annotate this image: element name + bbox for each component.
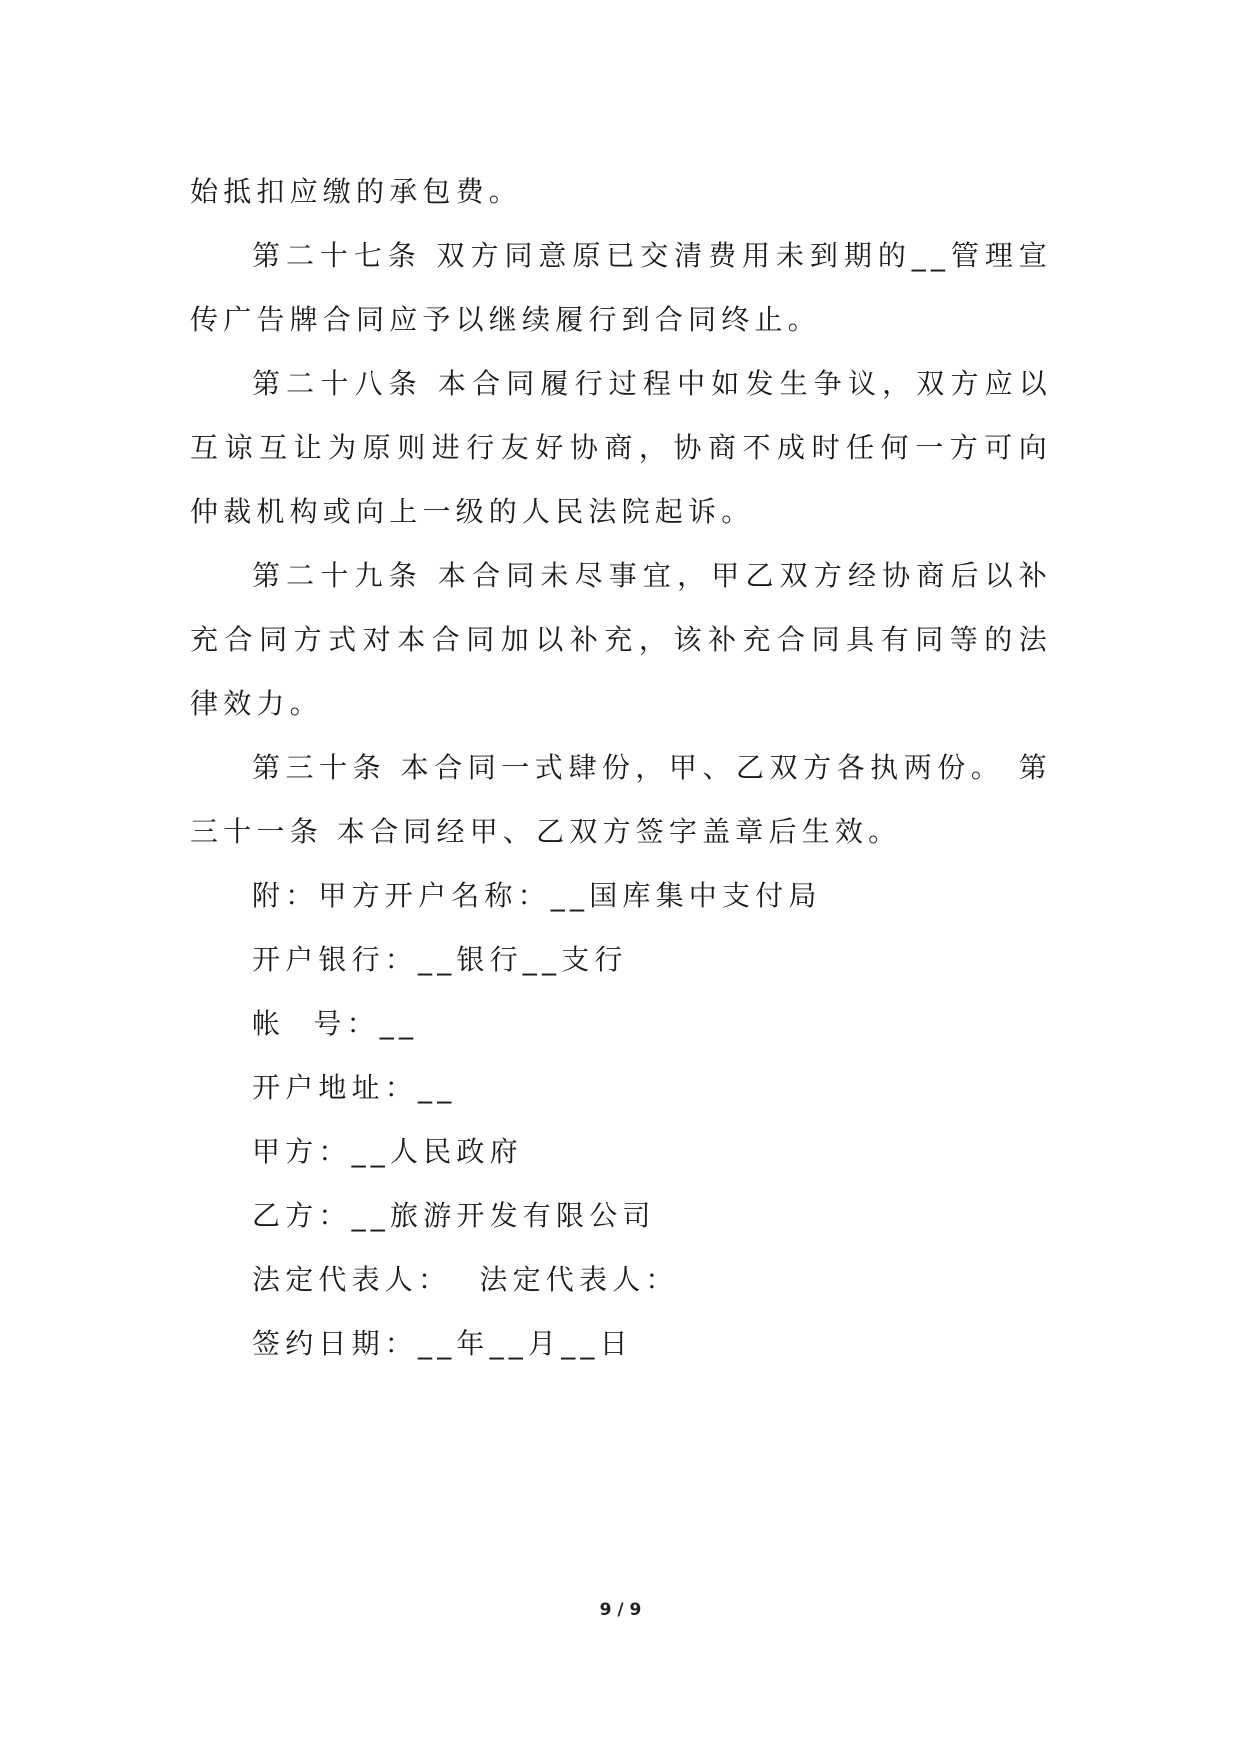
bank-line: 开户银行：__银行__支行 — [252, 943, 628, 976]
bank-address-line: 开户地址：__ — [252, 1071, 457, 1104]
legal-representatives-line: 法定代表人： 法定代表人： — [252, 1263, 679, 1296]
account-name-line: 附：甲方开户名称：__国库集中支付局 — [252, 879, 822, 912]
paragraph-continuation: 始抵扣应缴的承包费。 — [190, 175, 523, 208]
document-body — [190, 160, 1052, 1376]
article-28: 第二十八条 本合同履行过程中如发生争议，双方应以互谅互让为原则进行友好协商，协商不成时任何一方可向仲裁机构或向上一级的人民法院起诉。 — [190, 367, 1052, 528]
signing-date-line: 签约日期：__年__月__日 — [252, 1327, 633, 1360]
article-29: 第二十九条 本合同未尽事宜，甲乙双方经协商后以补充合同方式对本合同加以补充，该补充合同具有同等的法律效力。 — [190, 559, 1052, 720]
page-number: 9 / 9 — [599, 1600, 642, 1620]
party-a-line: 甲方：__人民政府 — [252, 1135, 523, 1168]
article-30-31: 第三十条 本合同一式肆份，甲、乙双方各执两份。 第三十一条 本合同经甲、乙双方签字盖章后生效。 — [190, 751, 1052, 848]
article-27: 第二十七条 双方同意原已交清费用未到期的__管理宣传广告牌合同应予以继续履行到合同终止。 — [190, 239, 1052, 336]
party-b-line: 乙方：__旅游开发有限公司 — [252, 1199, 656, 1232]
account-number-line: 帐 号：__ — [252, 1007, 419, 1040]
